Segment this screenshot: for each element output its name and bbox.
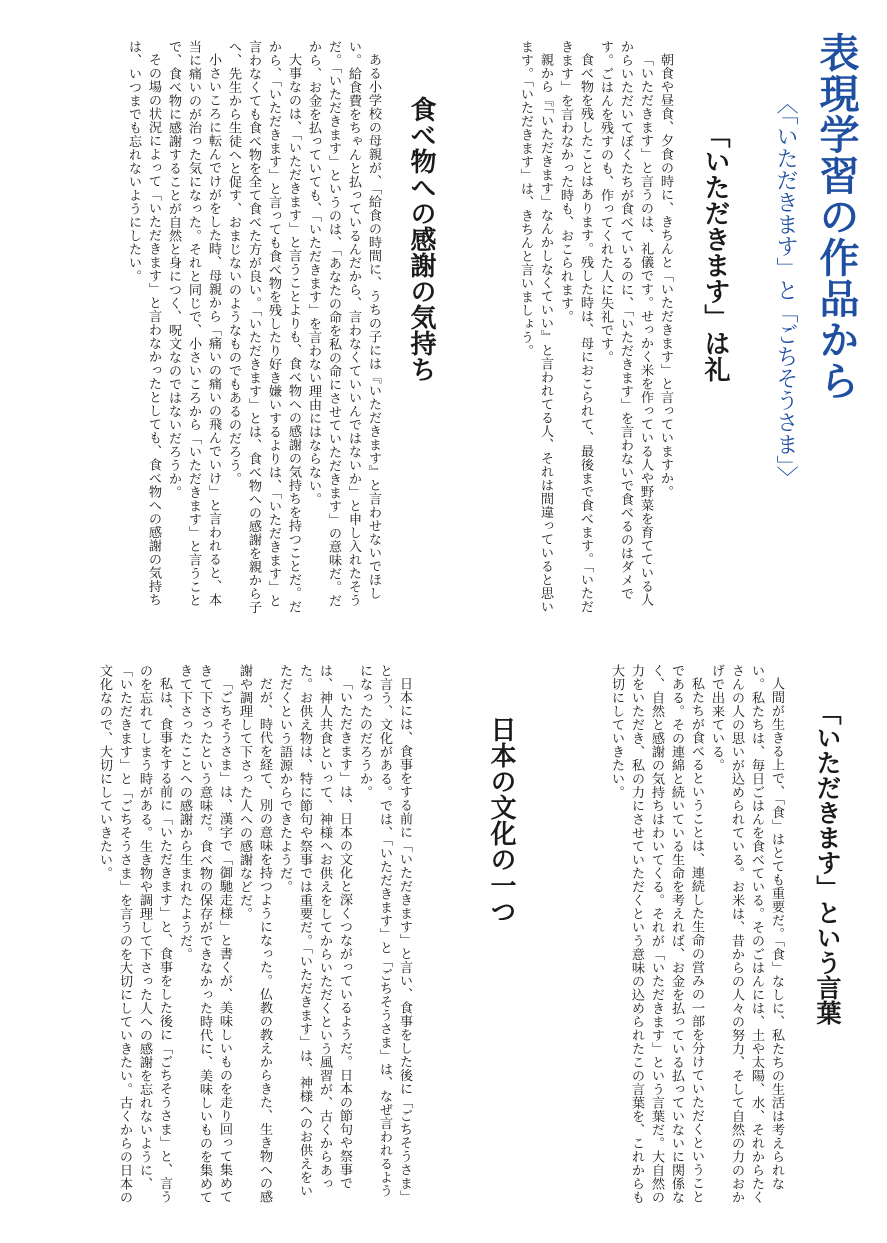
paragraph: 「ごちそうさま」は、漢字で「御馳走様」と書くが、美味しいものを走り回って集めてきて下さったという意味だ。食べ物の保存ができなかった時代に、美味しいものを集めてきて下さったことへの感謝から生まれたようだ。 [177,664,232,1204]
section-body-bunka [22,664,414,1204]
paragraph: その場の状況によって「いただきます」と言わなかったとしても、食べ物への感謝の気持ちは、いつまでも忘れないようにしたい。 [126,40,161,607]
paragraph: 「いただきます」は、日本の文化と深くつながっているようだ。日本の節句や祭事では、神人共食といって、神様へお供えをしてからいただくという風習が、古くからあった。お供え物は、特に節句や祭事では重要だ。「いただきます」は、神様へのお供えをいただくという語源からできたようだ。 [277,664,352,1198]
paragraph: 私たちが食べるということは、連続した生命の営みの一部を分けていただくということである。その連綿と続いている生命を考えれば、お金を払っている払っていないに関係なく、自然と感謝の気持ちはわいてくる。それが「いただきます」という言葉だ。大自然の力をいただき、私の力にさせていただくという意味の込められたこの言葉を、これからも大切にしていきたい。 [609,664,704,1204]
section-heading-kansha: 食べ物への感謝の気持ち [406,96,436,382]
paragraph: 朝食や昼食、夕食の時に、きちんと「いただきます」と言っていますか。 [658,53,673,499]
section-body-kotoba [548,664,786,1204]
paragraph: 私は、食事をする前に「いただきます」と、食事をした後に「ごちそうさま」と、言うのを忘れてしまう時がある。生き物や調理して下さった人への感謝を忘れないように、「いただきます」と「ごちそうさま」を言うのを大切にしていきたい。古くからの日本の文化なので、大切にしていきたい。 [97,664,172,1204]
paragraph: 大事なのは、「いただきます」と言うことよりも、食べ物への感謝の気持ちを持つことだ。だから、「いただきます」と言っても食べ物を残したり好き嫌いするよりは、「いただきます」と言わなくても食べ物を全て食べた方が良い。「いただきます」とは、食べ物への感謝を親から子へ、先生から生徒へと促す、おまじないのようなものでもあるのだろう。 [226,40,301,614]
section-body-kansha [28,40,383,620]
page-title: 表現学習の作品から [813,32,859,401]
paragraph: だが、時代を経て、別の意味を持つようになった。仏教の教えからきた、生き物への感謝や調理して下さった人への感謝などだ。 [237,664,272,1204]
section-heading-kotoba: 「いただきます」という言葉 [813,700,842,1025]
paragraph: 小さいころに転んでけがをした時、母親から「痛いの痛いの飛んでいけ」と言われると、本当に痛いのが治った気になった。それと同じで、小さいころから「いただきます」と言うことで、食べ物に感謝することが自然と身につく、呪文なのではないだろうか。 [166,40,221,607]
paragraph: 人間が生きる上で、「食」はとても重要だ。「食」なしに、私たちの生活は考えられない。私たちは、毎日ごはんを食べている。そのごはんには、土や太陽、水、それからたくさんの人の思いが込められている。お米は、昔からの人々の努力、そして自然の力のおかげで出来ている。 [709,664,784,1204]
page-subtitle: 〈「いただきます」と「ごちそうさま」〉 [773,92,798,488]
paragraph: ある小学校の母親が、「給食の時間に、うちの子には『いただきます』と言わせないでほしい。給食費をちゃんと払っているんだから、言わなくていいんではないか」と申し入れたそうだ。「いただきます」というのは、「あなたの命を私の命にさせていただきます」の意味だ。だから、お金を払っていても、「いただきます」を言わない理由にはならない。 [306,40,381,608]
paragraph: 食べ物を残したことはあります。残した時は、母におこられて、最後まで食べます。「いただきます」を言わなかった時も、おこられます。 [558,40,593,614]
section-heading-reigi: 「いただきます」は礼 [700,122,730,382]
paragraph: 「いただきます」と言うのは、礼儀です。せっかく米を作っている人や野菜を育てている人からいただいてぼくたちが食べているのに、「いただきます」を言わないで食べるのはダメです。ごはんを残すのも、作ってくれた人に失礼です。 [598,40,653,607]
paragraph: 親から『「いただきます」なんかしなくていい』と言われてる人、それは間違っていると思います。「いただきます」は、きちんと言いましょう。 [518,40,553,614]
paragraph: 日本には、食事をする前に「いただきます」と言い、食事をした後に「ごちそうさま」と言う、文化がある。では、「いただきます」と「ごちそうさま」は、なぜ言われるようになったのだろうか。 [357,664,412,1204]
section-body-reigi [470,40,675,620]
section-heading-bunka: 日本の文化の一つ [486,716,516,924]
